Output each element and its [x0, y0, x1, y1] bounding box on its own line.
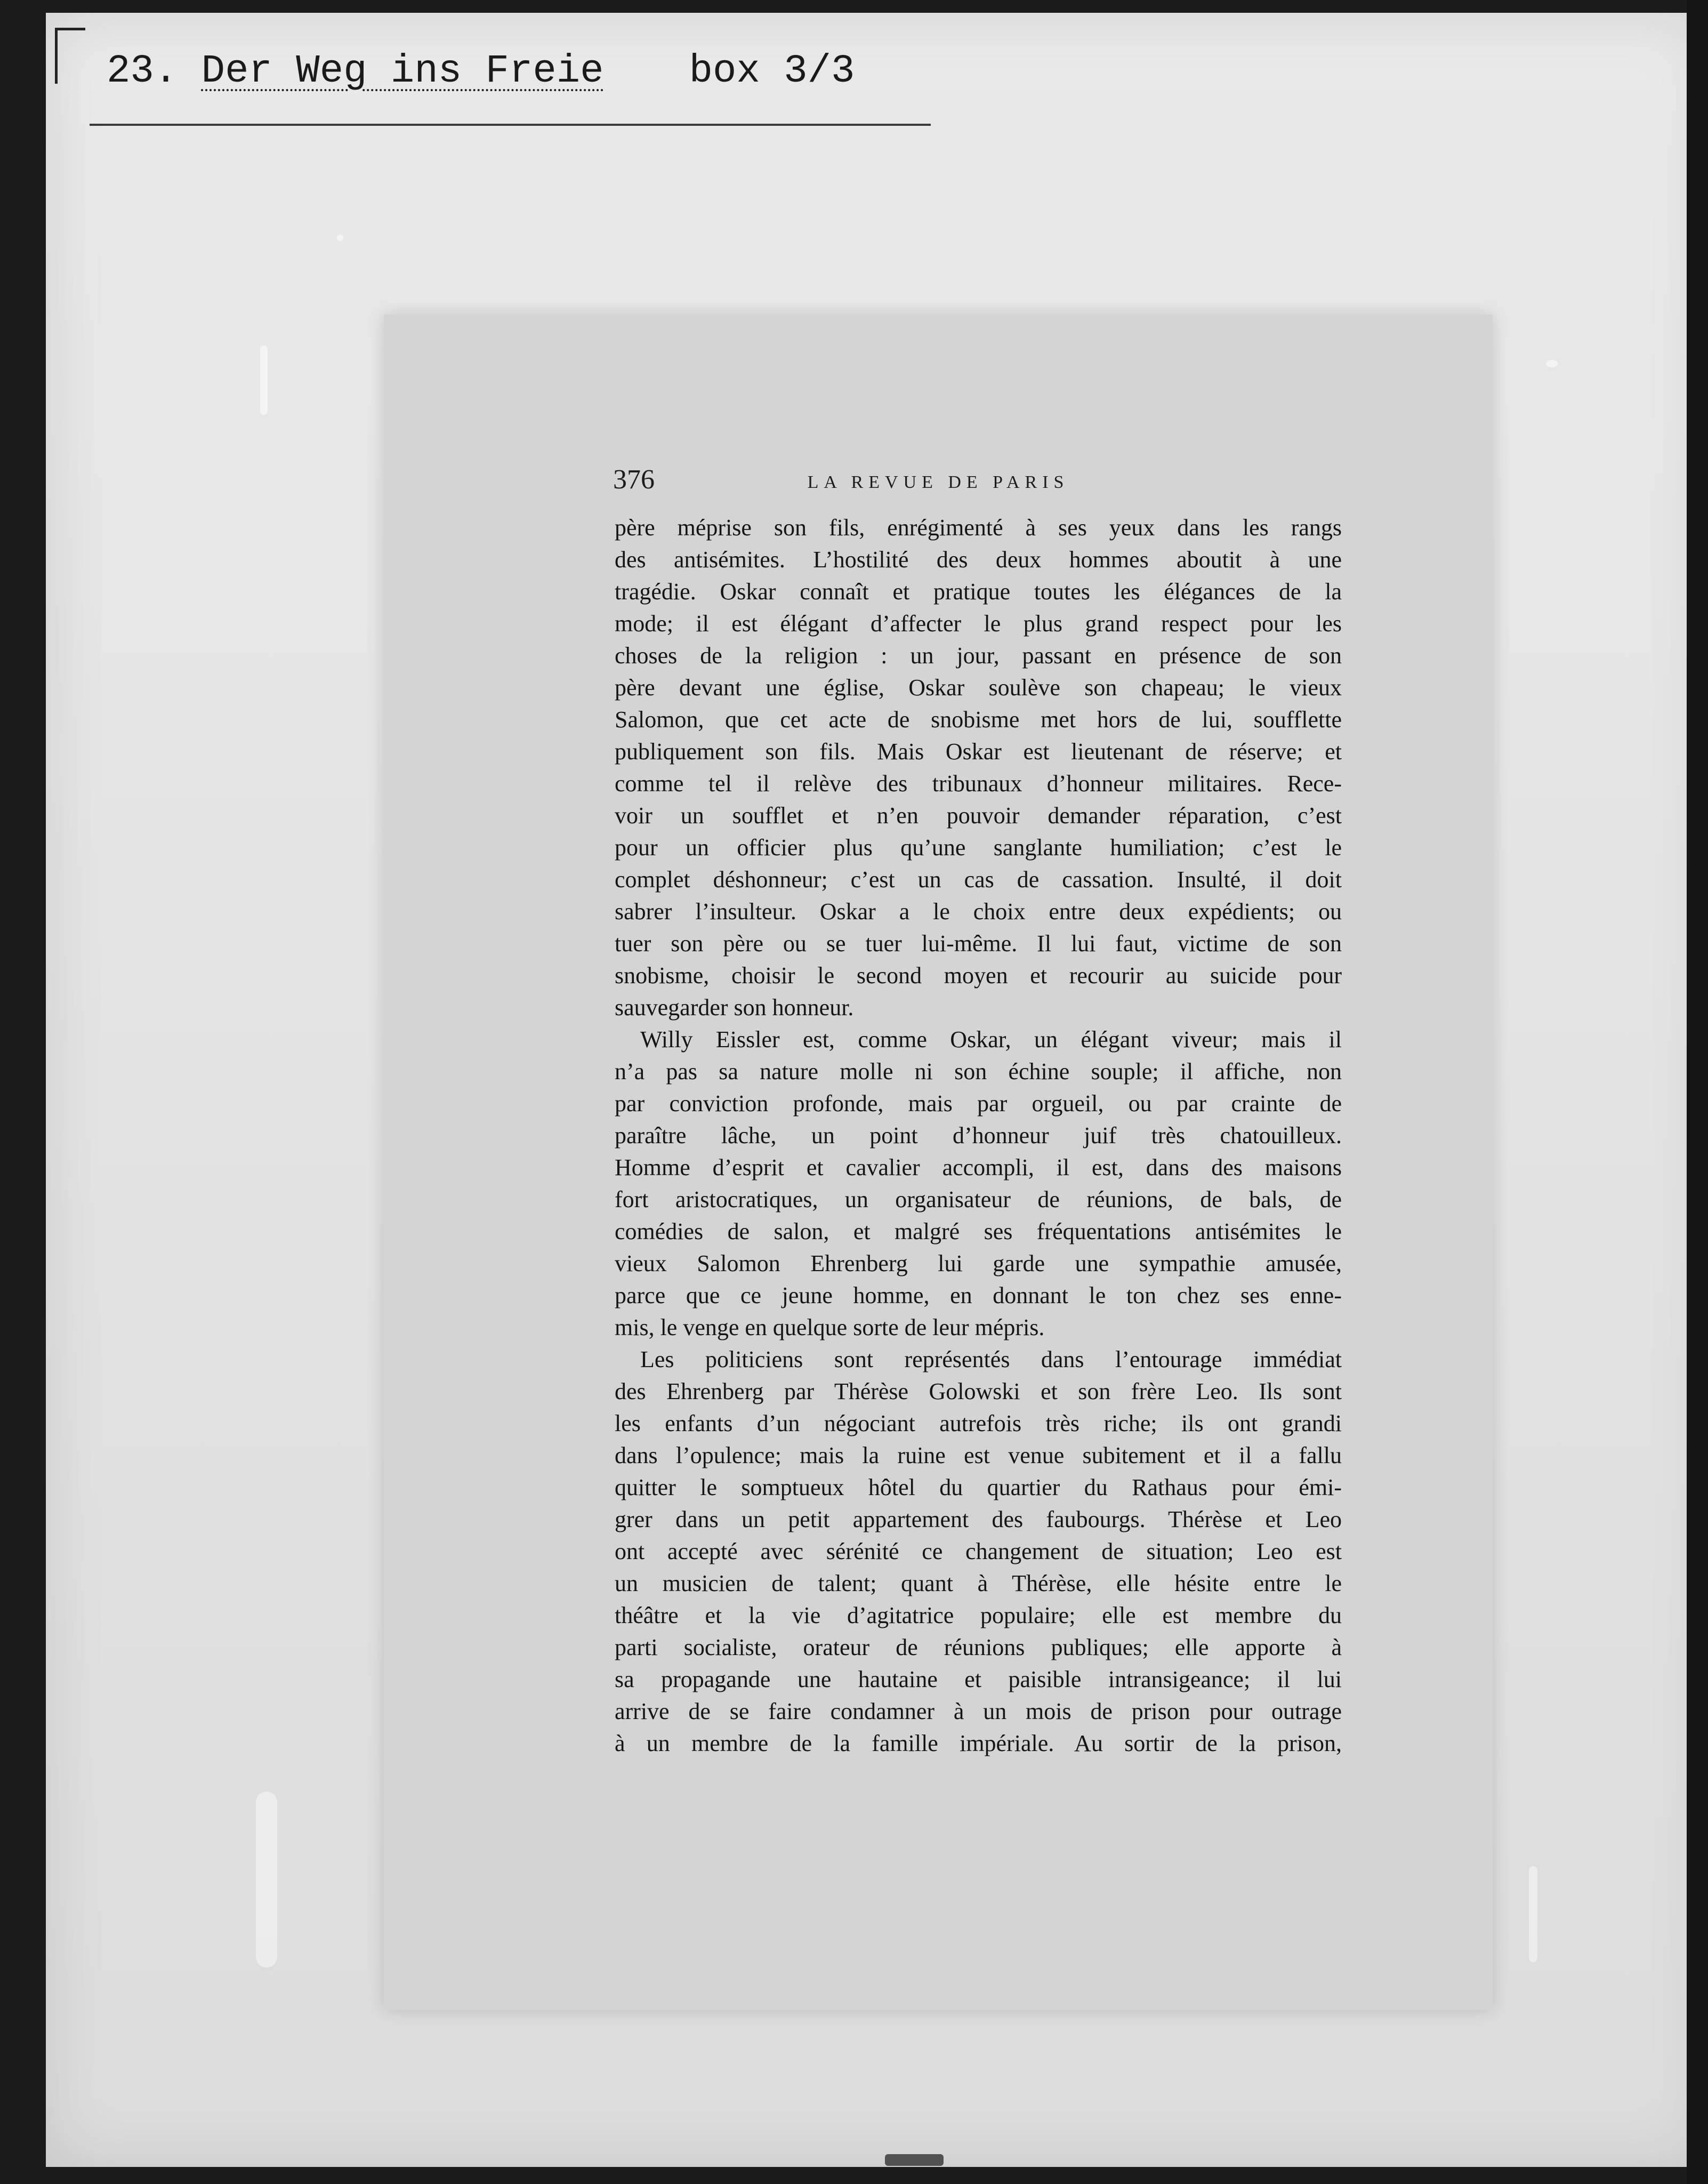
text-line: Homme d’esprit et cavalier accompli, il est, dans des maisons — [615, 1154, 1342, 1181]
running-head: LA REVUE DE PARIS — [807, 472, 1069, 492]
text-line: comédies de salon, et malgré ses fréquentations antisémites le — [615, 1218, 1342, 1244]
film-speck — [885, 2154, 944, 2166]
text-line: n’a pas sa nature molle ni son échine souple; il affiche, non — [615, 1058, 1342, 1085]
film-speck — [260, 346, 268, 415]
text-line: fort aristocratiques, un organisateur de réunions, de bals, de — [615, 1186, 1342, 1213]
text-line: mode; il est élégant d’affecter le plus grand respect pour les — [615, 611, 1342, 637]
page-number: 376 — [613, 464, 655, 495]
corner-crop-mark — [55, 28, 85, 84]
journal-page — [384, 315, 1493, 2010]
text-line: mis, le venge en quelque sorte de leur mépris. — [615, 1314, 1045, 1340]
text-line: Salomon, que cet acte de snobisme met hors de lui, soufflette — [615, 706, 1342, 733]
header-box-label: box 3/3 — [689, 49, 855, 94]
text-line: grer dans un petit appartement des faubourgs. Thérèse et Leo — [615, 1506, 1342, 1532]
text-line: dans l’opulence; mais la ruine est venue subitement et il a fallu — [615, 1442, 1342, 1468]
text-line: par conviction profonde, mais par orgueil, ou par crainte de — [615, 1090, 1342, 1117]
text-line: père méprise son fils, enrégimenté à ses yeux dans les rangs — [615, 515, 1342, 541]
film-speck — [337, 235, 343, 241]
text-line: sa propagande une hautaine et paisible intransigeance; il lui — [615, 1666, 1342, 1692]
text-line: pour un officier plus qu’une sanglante humiliation; c’est le — [615, 834, 1342, 861]
text-line: choses de la religion : un jour, passant en présence de son — [615, 643, 1342, 669]
header-rule — [90, 124, 931, 126]
body-text — [615, 512, 1342, 1760]
header-number: 23. — [107, 49, 178, 94]
text-line: les enfants d’un négociant autrefois très riche; ils ont grandi — [615, 1410, 1342, 1436]
text-line: Les politiciens sont représentés dans l’entourage immédiat — [640, 1346, 1342, 1372]
text-line: snobisme, choisir le second moyen et recourir au suicide pour — [615, 962, 1342, 989]
text-line: à un membre de la famille impériale. Au sortir de la prison, — [615, 1730, 1342, 1756]
header-title: Der Weg ins Freie — [201, 49, 604, 94]
text-line: complet déshonneur; c’est un cas de cassation. Insulté, il doit — [615, 866, 1342, 893]
text-line: tragédie. Oskar connaît et pratique toutes les élégances de la — [615, 579, 1342, 605]
text-line: parce que ce jeune homme, en donnant le ton chez ses enne- — [615, 1282, 1342, 1308]
text-line: vieux Salomon Ehrenberg lui garde une sympathie amusée, — [615, 1250, 1342, 1276]
text-line: publiquement son fils. Mais Oskar est lieutenant de réserve; et — [615, 738, 1342, 765]
film-speck — [256, 1792, 277, 1968]
text-line: sabrer l’insulteur. Oskar a le choix entre deux expédients; ou — [615, 898, 1342, 925]
text-line: un musicien de talent; quant à Thérèse, elle hésite entre le — [615, 1570, 1342, 1596]
text-line: quitter le somptueux hôtel du quartier du Rathaus pour émi- — [615, 1474, 1342, 1500]
text-line: des Ehrenberg par Thérèse Golowski et son frère Leo. Ils sont — [615, 1378, 1342, 1404]
text-line: des antisémites. L’hostilité des deux hommes aboutit à une — [615, 547, 1342, 573]
text-line: parti socialiste, orateur de réunions publiques; elle apporte à — [615, 1634, 1342, 1660]
film-speck — [1546, 360, 1558, 367]
film-border — [1687, 0, 1708, 2184]
text-line: sauvegarder son honneur. — [615, 994, 854, 1021]
film-speck — [1529, 1866, 1537, 1962]
text-line: Willy Eissler est, comme Oskar, un élégant viveur; mais il — [640, 1026, 1342, 1053]
text-line: paraître lâche, un point d’honneur juif très chatouilleux. — [615, 1122, 1342, 1149]
text-line: comme tel il relève des tribunaux d’honneur militaires. Rece- — [615, 770, 1342, 797]
text-line: ont accepté avec sérénité ce changement de situation; Leo est — [615, 1538, 1342, 1564]
text-line: père devant une église, Oskar soulève son chapeau; le vieux — [615, 675, 1342, 701]
text-line: tuer son père ou se tuer lui-même. Il lui faut, victime de son — [615, 930, 1342, 957]
text-line: arrive de se faire condamner à un mois de prison pour outrage — [615, 1698, 1342, 1724]
text-line: voir un soufflet et n’en pouvoir demander réparation, c’est — [615, 802, 1342, 829]
text-line: théâtre et la vie d’agitatrice populaire; elle est membre du — [615, 1602, 1342, 1628]
archive-header — [107, 49, 855, 94]
